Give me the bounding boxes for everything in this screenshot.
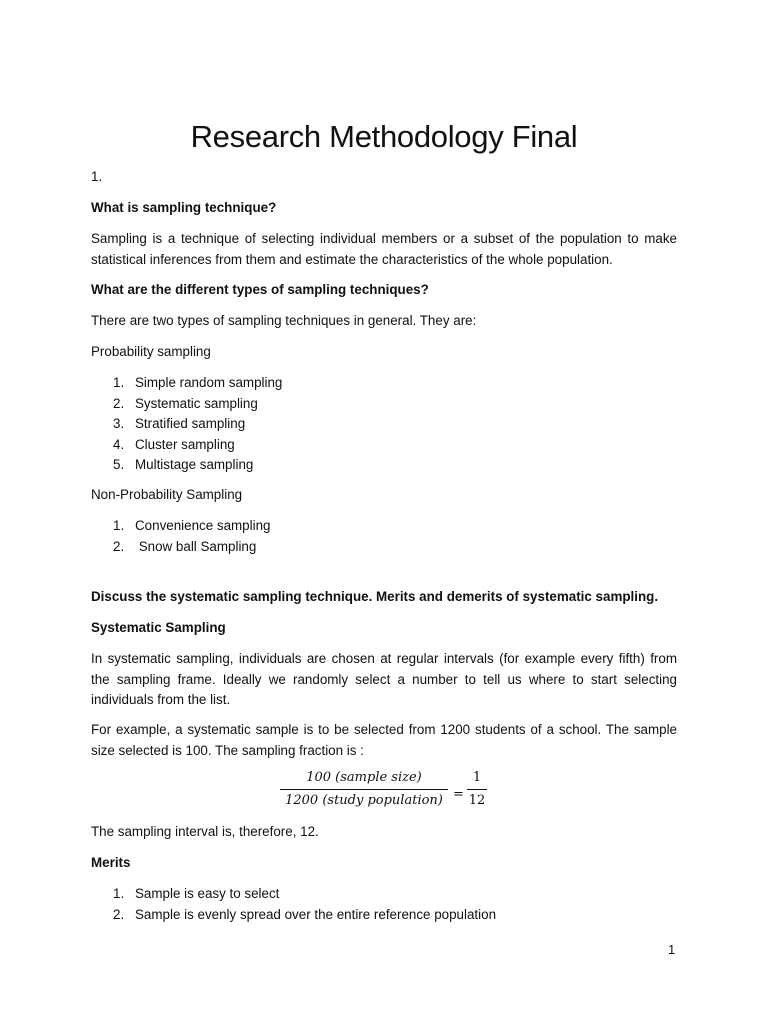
systematic-paragraph-1: In systematic sampling, individuals are chosen at regular intervals (for example every fifth) from the sampling frame. Ideally we randomly select a number to tell us where to start selecting individuals from the list. bbox=[91, 651, 677, 707]
interval-text: The sampling interval is, therefore, 12. bbox=[91, 824, 319, 839]
q2-intro: There are two types of sampling techniques in general. They are: bbox=[91, 313, 477, 328]
list-item: 2. Systematic sampling bbox=[113, 395, 258, 411]
q1-answer: Sampling is a technique of selecting individual members or a subset of the population to make statistical inferences from them and estimate the characteristics of the whole population. bbox=[91, 231, 677, 267]
q1-heading: What is sampling technique? bbox=[91, 200, 277, 215]
list-item: 5. Multistage sampling bbox=[113, 457, 254, 473]
probability-label: Probability sampling bbox=[91, 344, 211, 359]
fraction-bar bbox=[467, 789, 487, 790]
question-number: 1. bbox=[91, 169, 103, 184]
fraction-right-denominator: 12 bbox=[468, 793, 486, 808]
equals-sign: = bbox=[453, 787, 464, 802]
list-item: 1. Convenience sampling bbox=[113, 518, 271, 533]
fraction-left-numerator: 100 (sample size) bbox=[306, 770, 422, 785]
q2-heading: What are the different types of sampling techniques? bbox=[91, 282, 429, 297]
sampling-fraction-formula bbox=[280, 768, 500, 816]
merits-list bbox=[91, 884, 677, 925]
probability-list bbox=[91, 373, 677, 476]
page-number: 1 bbox=[668, 942, 676, 957]
list-item: 2. Sample is evenly spread over the entire reference population bbox=[113, 906, 497, 922]
list-item: 3. Stratified sampling bbox=[113, 416, 246, 432]
systematic-paragraph-2: For example, a systematic sample is to be selected from 1200 students of a school. The sample size selected is 100. The sampling fraction is : bbox=[91, 722, 677, 758]
fraction-left-denominator: 1200 (study population) bbox=[285, 793, 443, 808]
merits-heading: Merits bbox=[91, 855, 131, 870]
systematic-sampling-heading: Systematic Sampling bbox=[91, 620, 226, 635]
nonprobability-list bbox=[91, 516, 677, 557]
list-item: 2. Snow ball Sampling bbox=[113, 538, 257, 554]
fraction-bar bbox=[280, 789, 448, 790]
nonprobability-label: Non-Probability Sampling bbox=[91, 487, 243, 502]
fraction-right-numerator: 1 bbox=[472, 770, 482, 785]
fraction-left bbox=[280, 768, 448, 811]
document-title: Research Methodology Final bbox=[190, 118, 578, 154]
q3-heading: Discuss the systematic sampling technique. Merits and demerits of systematic sampling. bbox=[91, 589, 659, 604]
list-item: 1. Simple random sampling bbox=[113, 375, 283, 390]
list-item: 1. Sample is easy to select bbox=[113, 886, 280, 901]
fraction-right bbox=[467, 768, 487, 811]
list-item: 4. Cluster sampling bbox=[113, 436, 235, 452]
